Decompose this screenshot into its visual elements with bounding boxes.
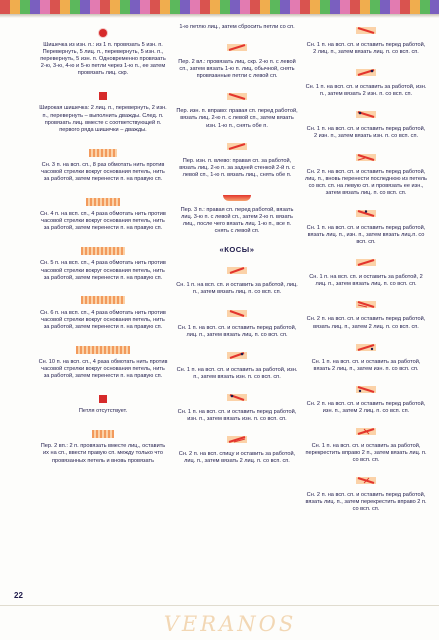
cable-2-1-back-icon — [226, 435, 248, 444]
legend-text: Сн. 10 п. на всп. сп., 4 раза обмотать нить против часовой стрелки вокруг основания петель, нить за работой, затем перенести п. на правую сп. — [38, 358, 168, 380]
legend-text: Сн. 1 п. на всп. сп. и оставить перед работой, 2 изн. п., затем вязать изн. п. со всп. сп. — [306, 126, 426, 140]
wrap-6-stitches-icon — [81, 296, 125, 304]
legend-item — [38, 341, 168, 380]
legend-item — [175, 90, 299, 129]
legend-text: Сн. 1 п. на всп. сп. и оставить перед работой, 2 лиц. п., затем вязать лиц. п. со всп. сп. — [306, 42, 426, 56]
legend-text: Шишечка из изн. п.: из 1 п. провязать 5 изн. п. Перевернуть, 5 лиц. п., перевернуть, 5 изн. п., перевернуть, 5 изн. п. Одновременно провязать 2-ю, 3-ю, 4-ю и 5-ю петли через 1-ю п., ее затем провязать лиц. скр. — [40, 42, 166, 77]
legend-item — [305, 383, 427, 415]
legend-item — [305, 108, 427, 140]
legend-text: Сн. 6 п. на всп. сп., 4 раза обмотать нить против часовой стрелки вокруг основания петель, нить за работой, затем перенести п. на правую сп. — [40, 309, 166, 330]
legend-item — [305, 474, 427, 513]
legend-text: Сн. 3 п. на всп. сп., 8 раз обмотать нить против часовой стрелки вокруг основания петель, нить за работой, затем перенести п. на правую сп. — [41, 161, 165, 183]
legend-text: Сн. 1 п. на всп. сп. и оставить перед работой, вязать лиц. п., изн. п., затем вязать лиц.п. со всп. сп. — [306, 224, 426, 246]
legend-item — [175, 391, 299, 423]
cable-purl-front-icon — [226, 393, 248, 402]
section-title: «КОСЫ» — [219, 245, 255, 255]
cross-2-left-icon — [226, 43, 248, 52]
legend-item — [38, 24, 168, 77]
legend-text: Пер. изн. п. вправо: правая сп. перед работой, вязать лиц. 2-ю п. с левой сп., затем вязать изн. 1-ю п., снять обе п. — [176, 108, 298, 129]
legend-item — [175, 140, 299, 179]
legend-item — [38, 193, 168, 232]
cable-purl-2-back-icon — [355, 68, 377, 77]
legend-text: Сн. 5 п. на всп. сп., 4 раза обмотать нить против часовой стрелки вокруг основания петель, нить за работой, затем перенести п. на правую сп. — [40, 260, 166, 281]
legend-item — [38, 87, 168, 133]
legend-text: Сн. 1 п. на всп. сп. и оставить за работой, перекрестить вправо 2 п., затем вязать лиц. п. со всп. сп. — [305, 442, 427, 464]
legend-item — [175, 41, 299, 80]
legend-item — [305, 256, 427, 288]
bobble-circle-icon — [99, 29, 107, 37]
wrap-4-stitches-icon — [86, 198, 120, 206]
cross-3-stitches-icon — [223, 195, 251, 201]
legend-text: Сн. 2 п. на всп. сп. и оставить перед работой, изн. п., затем 2 лиц. п. со всп. сп. — [306, 400, 426, 414]
wrap-3-stitches-icon — [89, 149, 117, 157]
wide-bobble-square-icon — [99, 92, 107, 100]
legend-item — [175, 24, 299, 31]
decorative-top-border — [0, 0, 439, 14]
cable-purl-2-front-icon — [355, 110, 377, 119]
legend-text: Сн. 2 п. на всп. сп. и оставить перед работой, вязать лиц. п., затем 2 лиц. п. со всп. сп. — [306, 316, 426, 330]
legend-item — [305, 207, 427, 246]
legend-item — [38, 390, 168, 415]
legend-item — [305, 24, 427, 56]
magazine-logo: VERANOS — [163, 612, 297, 636]
top-border-shadow — [0, 14, 439, 18]
legend-text: Сн. 1 п. на всп. сп. и оставить за работой, вязать 2 лиц. п., затем изн. п. со всп. сп. — [311, 358, 421, 372]
cable-2-purl-back-icon — [355, 343, 377, 352]
legend-item — [38, 292, 168, 331]
legend-text: Сн. 1 п. на всп. сп. и оставить за работой, лиц. п., затем вязать лиц. п. со всп. сп. — [176, 282, 298, 296]
wrap-10-stitches-icon — [76, 346, 130, 354]
wrap-5-stitches-icon — [81, 247, 125, 255]
cable-1-2-front-icon — [355, 26, 377, 35]
legend-text: Сн. 2 п. на всп. сп. и оставить перед работой, вязать лиц. п., затем перекрестить вправо 2 п. со всп. сп. — [305, 492, 427, 513]
cable-1-2-knit-front-icon — [355, 300, 377, 309]
legend-text: Сн. 2 п. на всп. сп. и оставить перед работой, лиц. п., вновь перенести последнюю из петель со всп. сп. на левую сп. и провязать ее изн., затем вязать лиц. п. со всп. сп. — [305, 168, 427, 196]
purl-cross-right-icon — [226, 92, 248, 101]
cross-2-right-icon — [92, 430, 114, 438]
cable-transfer-front-icon — [355, 153, 377, 162]
legend-text: Пер. 3 п.: правая сп. перед работой, вязать лиц. 3-ю п. с левой сп., затем 2-ю п. вязать лиц., после чего вязать лиц. 1-ю п., все п. снять с левой сп. — [180, 206, 294, 235]
legend-text: Сн. 2 п. на всп. спицу и оставить за работой, лиц. п., затем вязать 2 лиц. п. со всп. сп. — [178, 451, 296, 465]
column-stitches-1 — [38, 24, 168, 475]
legend-text: Широкая шишечка: 2 лиц. п., перевернуть, 2 изн. п., перевернуть – выполнить дважды. След. п. провязать лиц. вместе с соответствующей п. первого ряда шишечки – дважды. — [39, 105, 167, 133]
legend-text: Пер. изн. п. влево: правая сп. за работой, вязать лиц. 2-ю п. за задней стенкой 2-й п. с левой сп., 1-ю п. вязать лиц., снять обе п. — [179, 157, 295, 178]
no-stitch-square-icon — [99, 395, 107, 403]
legend-text: Сн. 1 п. на всп. сп. и оставить за работой, изн. п., затем вязать изн. п. со всп. сп. — [176, 366, 298, 380]
legend-item — [305, 298, 427, 330]
cable-1-1-back-icon — [226, 266, 248, 275]
legend-item — [38, 425, 168, 464]
legend-item — [175, 433, 299, 465]
cable-1-1-front-icon — [226, 309, 248, 318]
legend-item — [305, 151, 427, 197]
cable-knit-purl-front-icon — [355, 209, 377, 218]
cable-purl-2-knit-front-icon — [355, 385, 377, 394]
legend-text: Пер. 2 вл.: провязать лиц. скр. 2-ю п. с левой сп., затем вязать 1-ю п. лиц. обычной, снять провязанные петли с левой сп. — [178, 59, 296, 80]
cable-cross-right-back-icon — [355, 427, 377, 436]
cable-cross-right-front-icon — [355, 476, 377, 485]
legend-item — [175, 307, 299, 339]
legend-text: Сн. 1 п. на всп. сп. и оставить перед работой, лиц. п., затем вязать лиц. п. со всп. сп. — [177, 324, 297, 338]
cable-purl-back-icon — [226, 351, 248, 360]
page-number: 22 — [14, 591, 23, 600]
legend-item — [305, 66, 427, 98]
legend-text: Сн. 1 п. на всп. сп. и оставить перед работой, изн. п., затем вязать изн. п. со всп. сп. — [177, 408, 297, 422]
legend-item — [175, 189, 299, 235]
legend-item — [175, 349, 299, 381]
legend-text: Сн. 1 п. на всп. сп. и оставить за работой, 2 лиц. п., затем вязать лиц. п. со всп. сп. — [309, 274, 423, 288]
legend-item — [305, 425, 427, 464]
legend-item — [305, 341, 427, 373]
legend-text: 1-ю петлю лиц., затем сбросить петли со сп. — [179, 24, 295, 30]
cable-2-1-knit-back-icon — [355, 258, 377, 267]
legend-text: Сн. 1 п. на всп. сп. и оставить за работой, изн. п., затем вязать 2 изн. п. со всп. сп. — [305, 84, 427, 98]
legend-text: Пер. 2 вп.: 2 п. провязать вместе лиц., оставить их на сп., ввести правую сп. между только что провязанных петель и вновь провязать — [40, 443, 166, 464]
legend-item — [38, 144, 168, 183]
legend-item — [175, 264, 299, 296]
footer-divider — [0, 605, 439, 606]
legend-item — [38, 242, 168, 281]
legend-text: Сн. 4 п. на всп. сп., 4 раза обмотать нить против часовой стрелки вокруг основания петель, нить за работой, затем перенести п. на правую сп. — [40, 211, 166, 232]
column-stitches-3 — [305, 24, 427, 524]
column-stitches-2 — [175, 24, 299, 475]
legend-text: Петля отсутствует. — [78, 408, 128, 415]
purl-cross-left-icon — [226, 142, 248, 151]
section-cables — [175, 245, 299, 254]
